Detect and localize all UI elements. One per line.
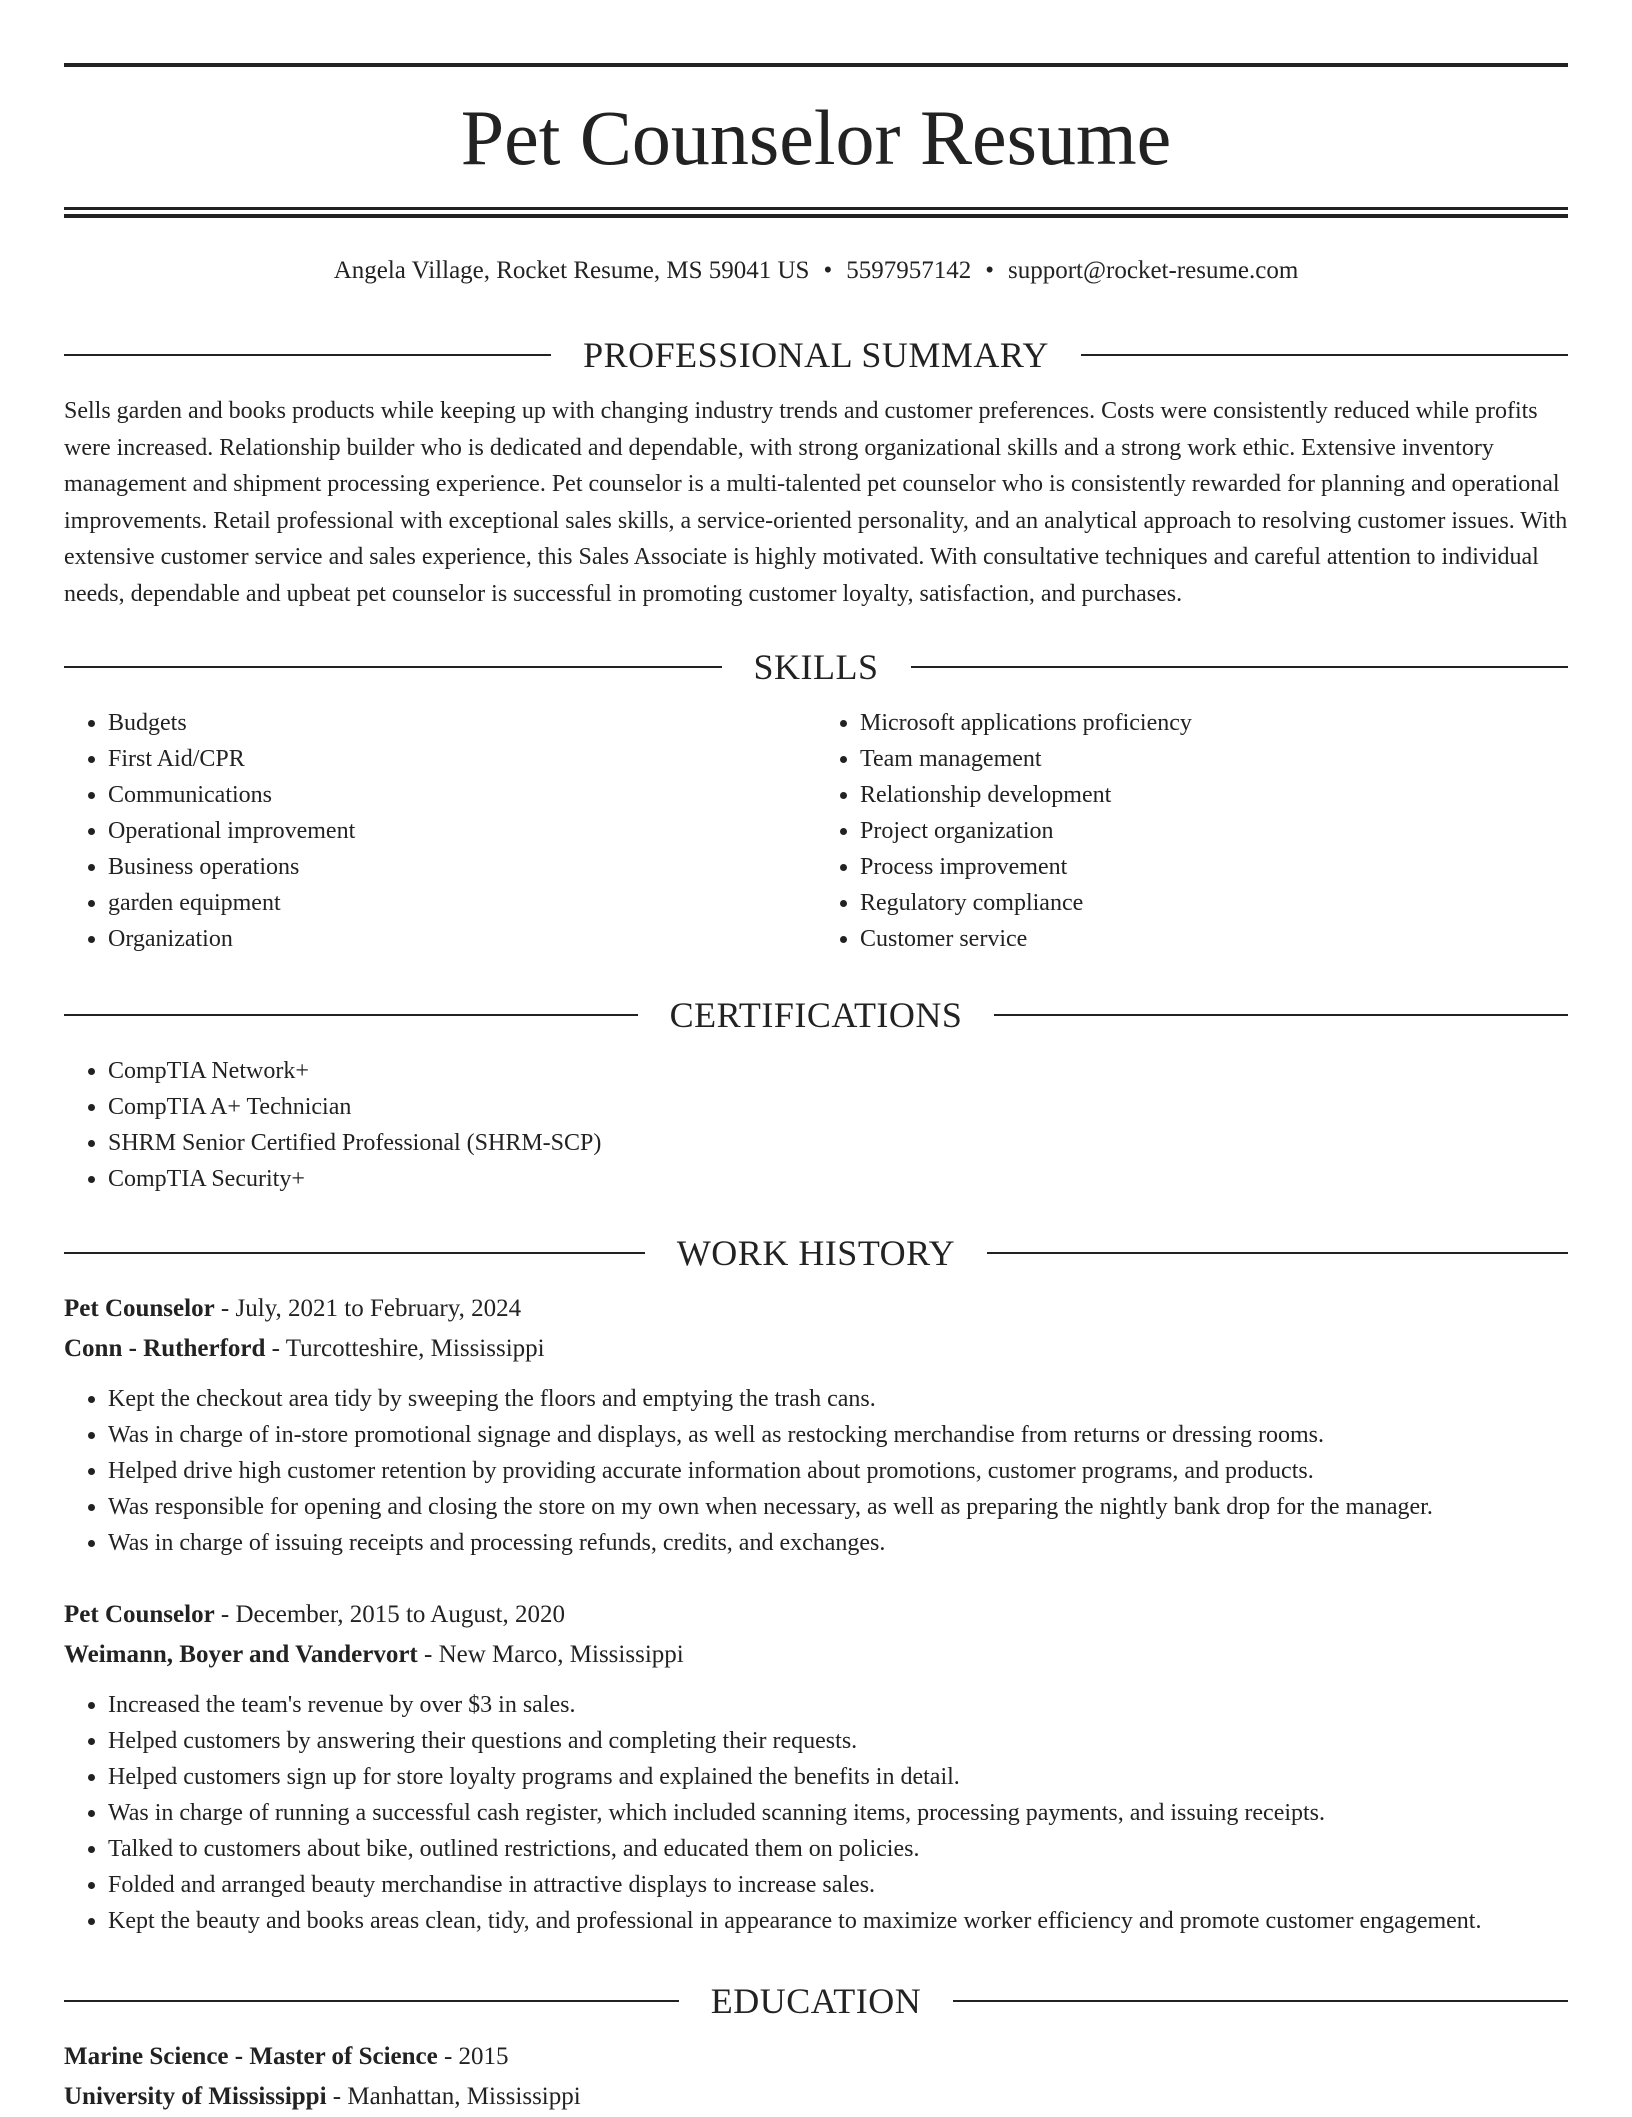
work-history-heading: WORK HISTORY — [64, 1231, 1568, 1275]
list-item: • Folded and arranged beauty merchandise in attractive displays to increase sales. — [108, 1867, 1568, 1903]
graduation-year: - 2015 — [437, 2043, 509, 2070]
job-company-line — [64, 1329, 1568, 1369]
list-item: • Regulatory compliance — [860, 885, 1568, 921]
skills-list-right — [816, 705, 1568, 957]
job-location: - Turcotteshire, Mississippi — [265, 1335, 545, 1362]
list-item: • Kept the beauty and books areas clean, tidy, and professional in appearance to maximize worker efficiency and promote customer engagement. — [108, 1903, 1568, 1939]
contact-separator: • — [823, 257, 833, 284]
skills-heading: SKILLS — [64, 645, 1568, 689]
list-item: • SHRM Senior Certified Professional (SHRM-SCP) — [108, 1125, 1568, 1161]
list-item: • Helped customers sign up for store loyalty programs and explained the benefits in detail. — [108, 1759, 1568, 1795]
education-entry — [64, 2037, 1568, 2117]
degree: Marine Science - Master of Science — [64, 2043, 438, 2070]
list-item: • Was responsible for opening and closing the store on my own when necessary, as well as preparing the nightly bank drop for the manager. — [108, 1489, 1568, 1525]
list-item: • Budgets — [108, 705, 816, 741]
degree-line — [64, 2037, 1568, 2077]
contact-phone: 5597957142 — [846, 257, 972, 284]
list-item: • Project organization — [860, 813, 1568, 849]
job-entry — [64, 1595, 1568, 1939]
job-dates: - July, 2021 to February, 2024 — [214, 1295, 522, 1322]
skills-section — [64, 645, 1568, 957]
contact-email: support@rocket-resume.com — [1008, 257, 1299, 284]
list-item: • Microsoft applications proficiency — [860, 705, 1568, 741]
school-location: - Manhattan, Mississippi — [326, 2083, 581, 2110]
job-location: - New Marco, Mississippi — [417, 1641, 684, 1668]
list-item: • CompTIA A+ Technician — [108, 1089, 1568, 1125]
job-bullets — [64, 1381, 1568, 1561]
list-item: • Was in charge of running a successful cash register, which included scanning items, processing payments, and issuing receipts. — [108, 1795, 1568, 1831]
list-item: • Organization — [108, 921, 816, 957]
page-title: Pet Counselor Resume — [460, 94, 1172, 181]
list-item: • garden equipment — [108, 885, 816, 921]
summary-section — [64, 333, 1568, 612]
certifications-heading: CERTIFICATIONS — [64, 993, 1568, 1037]
certifications-section — [64, 993, 1568, 1197]
list-item: • Helped drive high customer retention by providing accurate information about promotions, customer programs, and products. — [108, 1453, 1568, 1489]
list-item: • Business operations — [108, 849, 816, 885]
list-item: • First Aid/CPR — [108, 741, 816, 777]
list-item: • Customer service — [860, 921, 1568, 957]
list-item: • Talked to customers about bike, outlined restrictions, and educated them on policies. — [108, 1831, 1568, 1867]
job-company-line — [64, 1635, 1568, 1675]
education-heading: EDUCATION — [64, 1979, 1568, 2023]
contact-line — [64, 254, 1568, 288]
skills-columns — [64, 705, 1568, 957]
list-item: • Was in charge of issuing receipts and processing refunds, credits, and exchanges. — [108, 1525, 1568, 1561]
contact-separator: • — [985, 257, 994, 284]
job-title: Pet Counselor — [64, 1601, 215, 1628]
skills-list-left — [64, 705, 816, 957]
job-title-line — [64, 1595, 1568, 1635]
list-item: • Process improvement — [860, 849, 1568, 885]
list-item: • Kept the checkout area tidy by sweeping the floors and emptying the trash cans. — [108, 1381, 1568, 1417]
contact-address: Angela Village, Rocket Resume, MS 59041 US — [333, 257, 810, 284]
education-section — [64, 1979, 1568, 2117]
top-rule — [64, 63, 1568, 67]
school: University of Mississippi — [64, 2083, 327, 2110]
list-item: • Team management — [860, 741, 1568, 777]
list-item: • Relationship development — [860, 777, 1568, 813]
job-company: Weimann, Boyer and Vandervort — [64, 1641, 418, 1668]
job-title: Pet Counselor — [64, 1295, 215, 1322]
summary-text: Sells garden and books products while keeping up with changing industry trends and customer preferences. Costs were consistently reduced while profits were increased. Relationship builder who is dedicated and dependable, with strong organizational skills and a strong work ethic. Extensive inventory management and shipment processing experience. Pet counselor is a multi-talented pet counselor who is consistently rewarded for planning and operational improvements. Retail professional with exceptional sales skills, a service-oriented personality, and an analytical approach to resolving customer issues. With extensive customer service and sales experience, this Sales Associate is highly motivated. With consultative techniques and careful attention to individual needs, dependable and upbeat pet counselor is successful in promoting customer loyalty, satisfaction, and purchases. — [64, 398, 1568, 607]
list-item: • Operational improvement — [108, 813, 816, 849]
job-bullets — [64, 1687, 1568, 1939]
school-line — [64, 2077, 1568, 2117]
list-item: • Increased the team's revenue by over $3 in sales. — [108, 1687, 1568, 1723]
job-entry — [64, 1289, 1568, 1561]
job-title-line — [64, 1289, 1568, 1329]
job-dates: - December, 2015 to August, 2020 — [214, 1601, 566, 1628]
list-item: • Was in charge of in-store promotional signage and displays, as well as restocking merchandise from returns or dressing rooms. — [108, 1417, 1568, 1453]
list-item: • Communications — [108, 777, 816, 813]
title-double-rule — [64, 207, 1568, 218]
list-item: • Helped customers by answering their questions and completing their requests. — [108, 1723, 1568, 1759]
list-item: • CompTIA Network+ — [108, 1053, 1568, 1089]
summary-heading: PROFESSIONAL SUMMARY — [64, 333, 1568, 377]
work-history-section — [64, 1231, 1568, 1939]
certifications-list — [64, 1053, 1568, 1197]
list-item: • CompTIA Security+ — [108, 1161, 1568, 1197]
job-company: Conn - Rutherford — [64, 1335, 266, 1362]
